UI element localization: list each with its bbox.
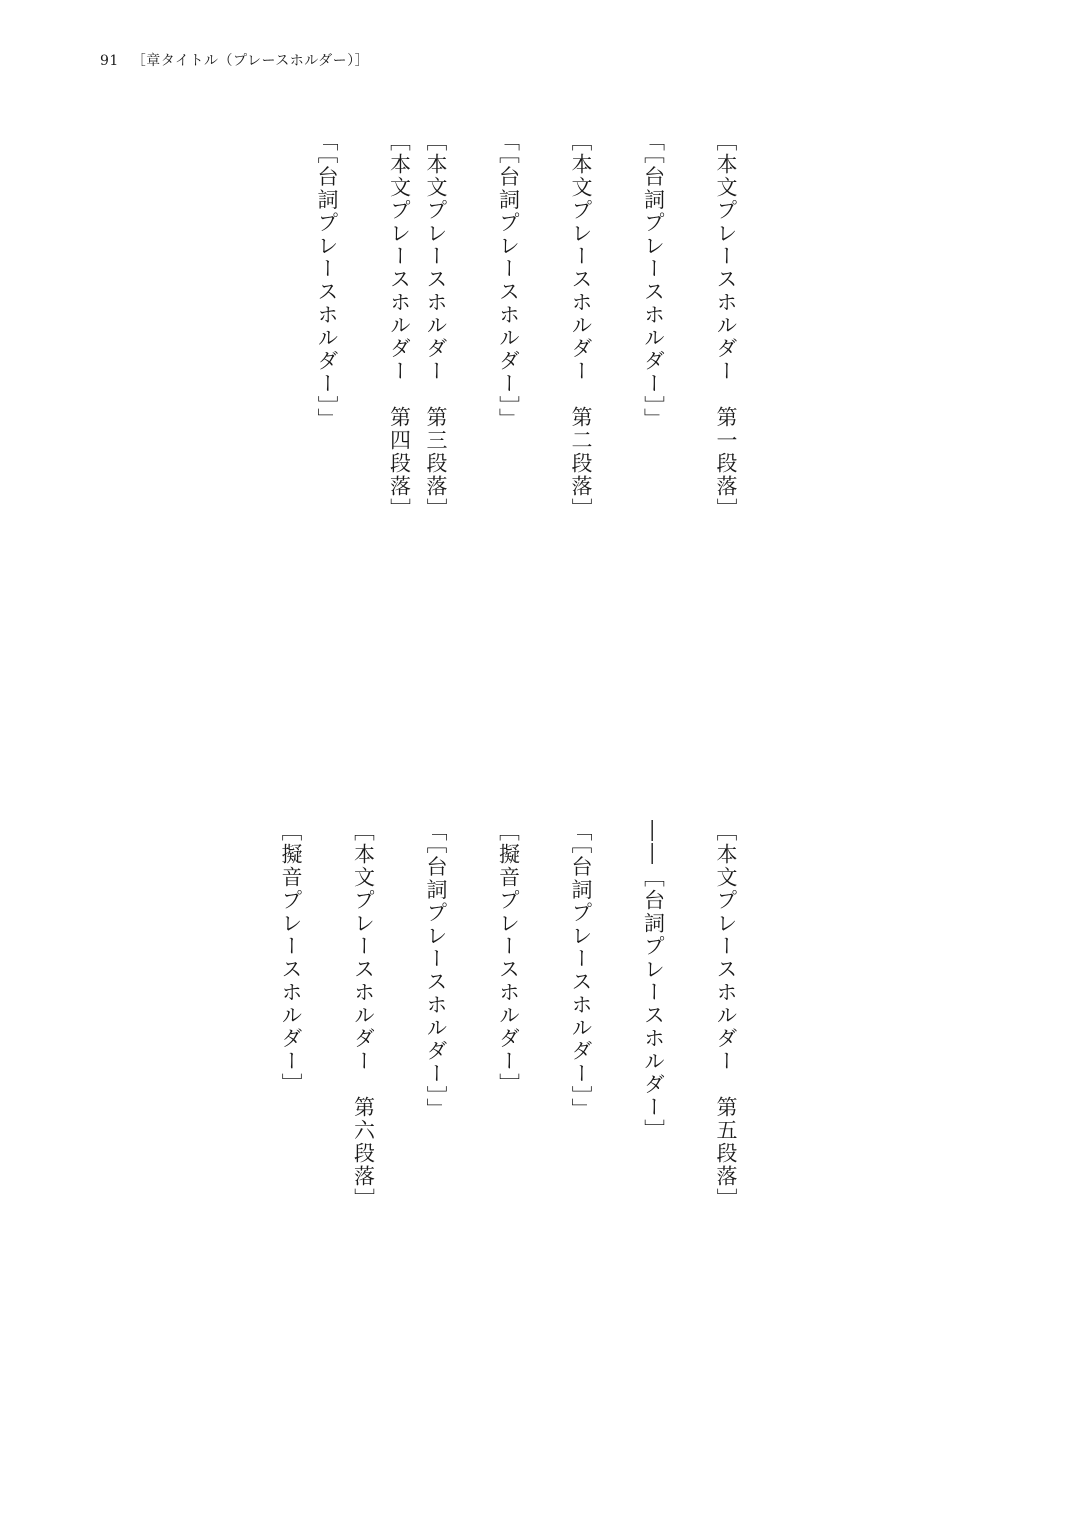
paragraph-gap: [527, 130, 563, 730]
paragraph-gap: [527, 820, 563, 1420]
paragraph: ［本文プレースホルダー 第三段落］: [424, 130, 448, 521]
paragraph: 「［台詞プレースホルダー］」: [496, 130, 521, 431]
running-header: [100, 50, 369, 70]
paragraph-gap: [599, 130, 635, 730]
paragraph: ［本文プレースホルダー 第二段落］: [569, 130, 593, 521]
paragraph-gap: [345, 130, 381, 730]
paragraph-gap: [672, 130, 708, 730]
paragraph: ――［台詞プレースホルダー］: [641, 820, 666, 1142]
paragraph-gap: [454, 820, 490, 1420]
paragraph: ［本文プレースホルダー 第四段落］: [387, 130, 412, 521]
paragraph: ［擬音プレースホルダー］: [279, 820, 303, 1096]
paragraph-gap: [599, 820, 635, 1420]
paragraph: 「［台詞プレースホルダー］」: [424, 820, 448, 1121]
paragraph: ［本文プレースホルダー 第五段落］: [714, 820, 738, 1211]
paragraph-gap: [672, 820, 708, 1420]
paragraph: ［擬音プレースホルダー］: [496, 820, 521, 1096]
paragraph: 「［台詞プレースホルダー］」: [569, 820, 593, 1121]
paragraph-gap: [454, 130, 490, 730]
chapter-title: ［章タイトル（プレースホルダー）］: [131, 53, 370, 69]
paragraph: 「［台詞プレースホルダー］」: [641, 130, 666, 431]
paragraph-gap: [309, 820, 345, 1420]
paragraph: ［本文プレースホルダー 第六段落］: [351, 820, 376, 1211]
top-text-block: [309, 130, 745, 730]
bottom-text-block: [273, 820, 745, 1420]
paragraph-gap: [382, 820, 418, 1420]
paragraph: ［本文プレースホルダー 第一段落］: [714, 130, 738, 521]
paragraph: 「［台詞プレースホルダー］」: [315, 130, 339, 431]
page-number: 91: [100, 53, 119, 69]
